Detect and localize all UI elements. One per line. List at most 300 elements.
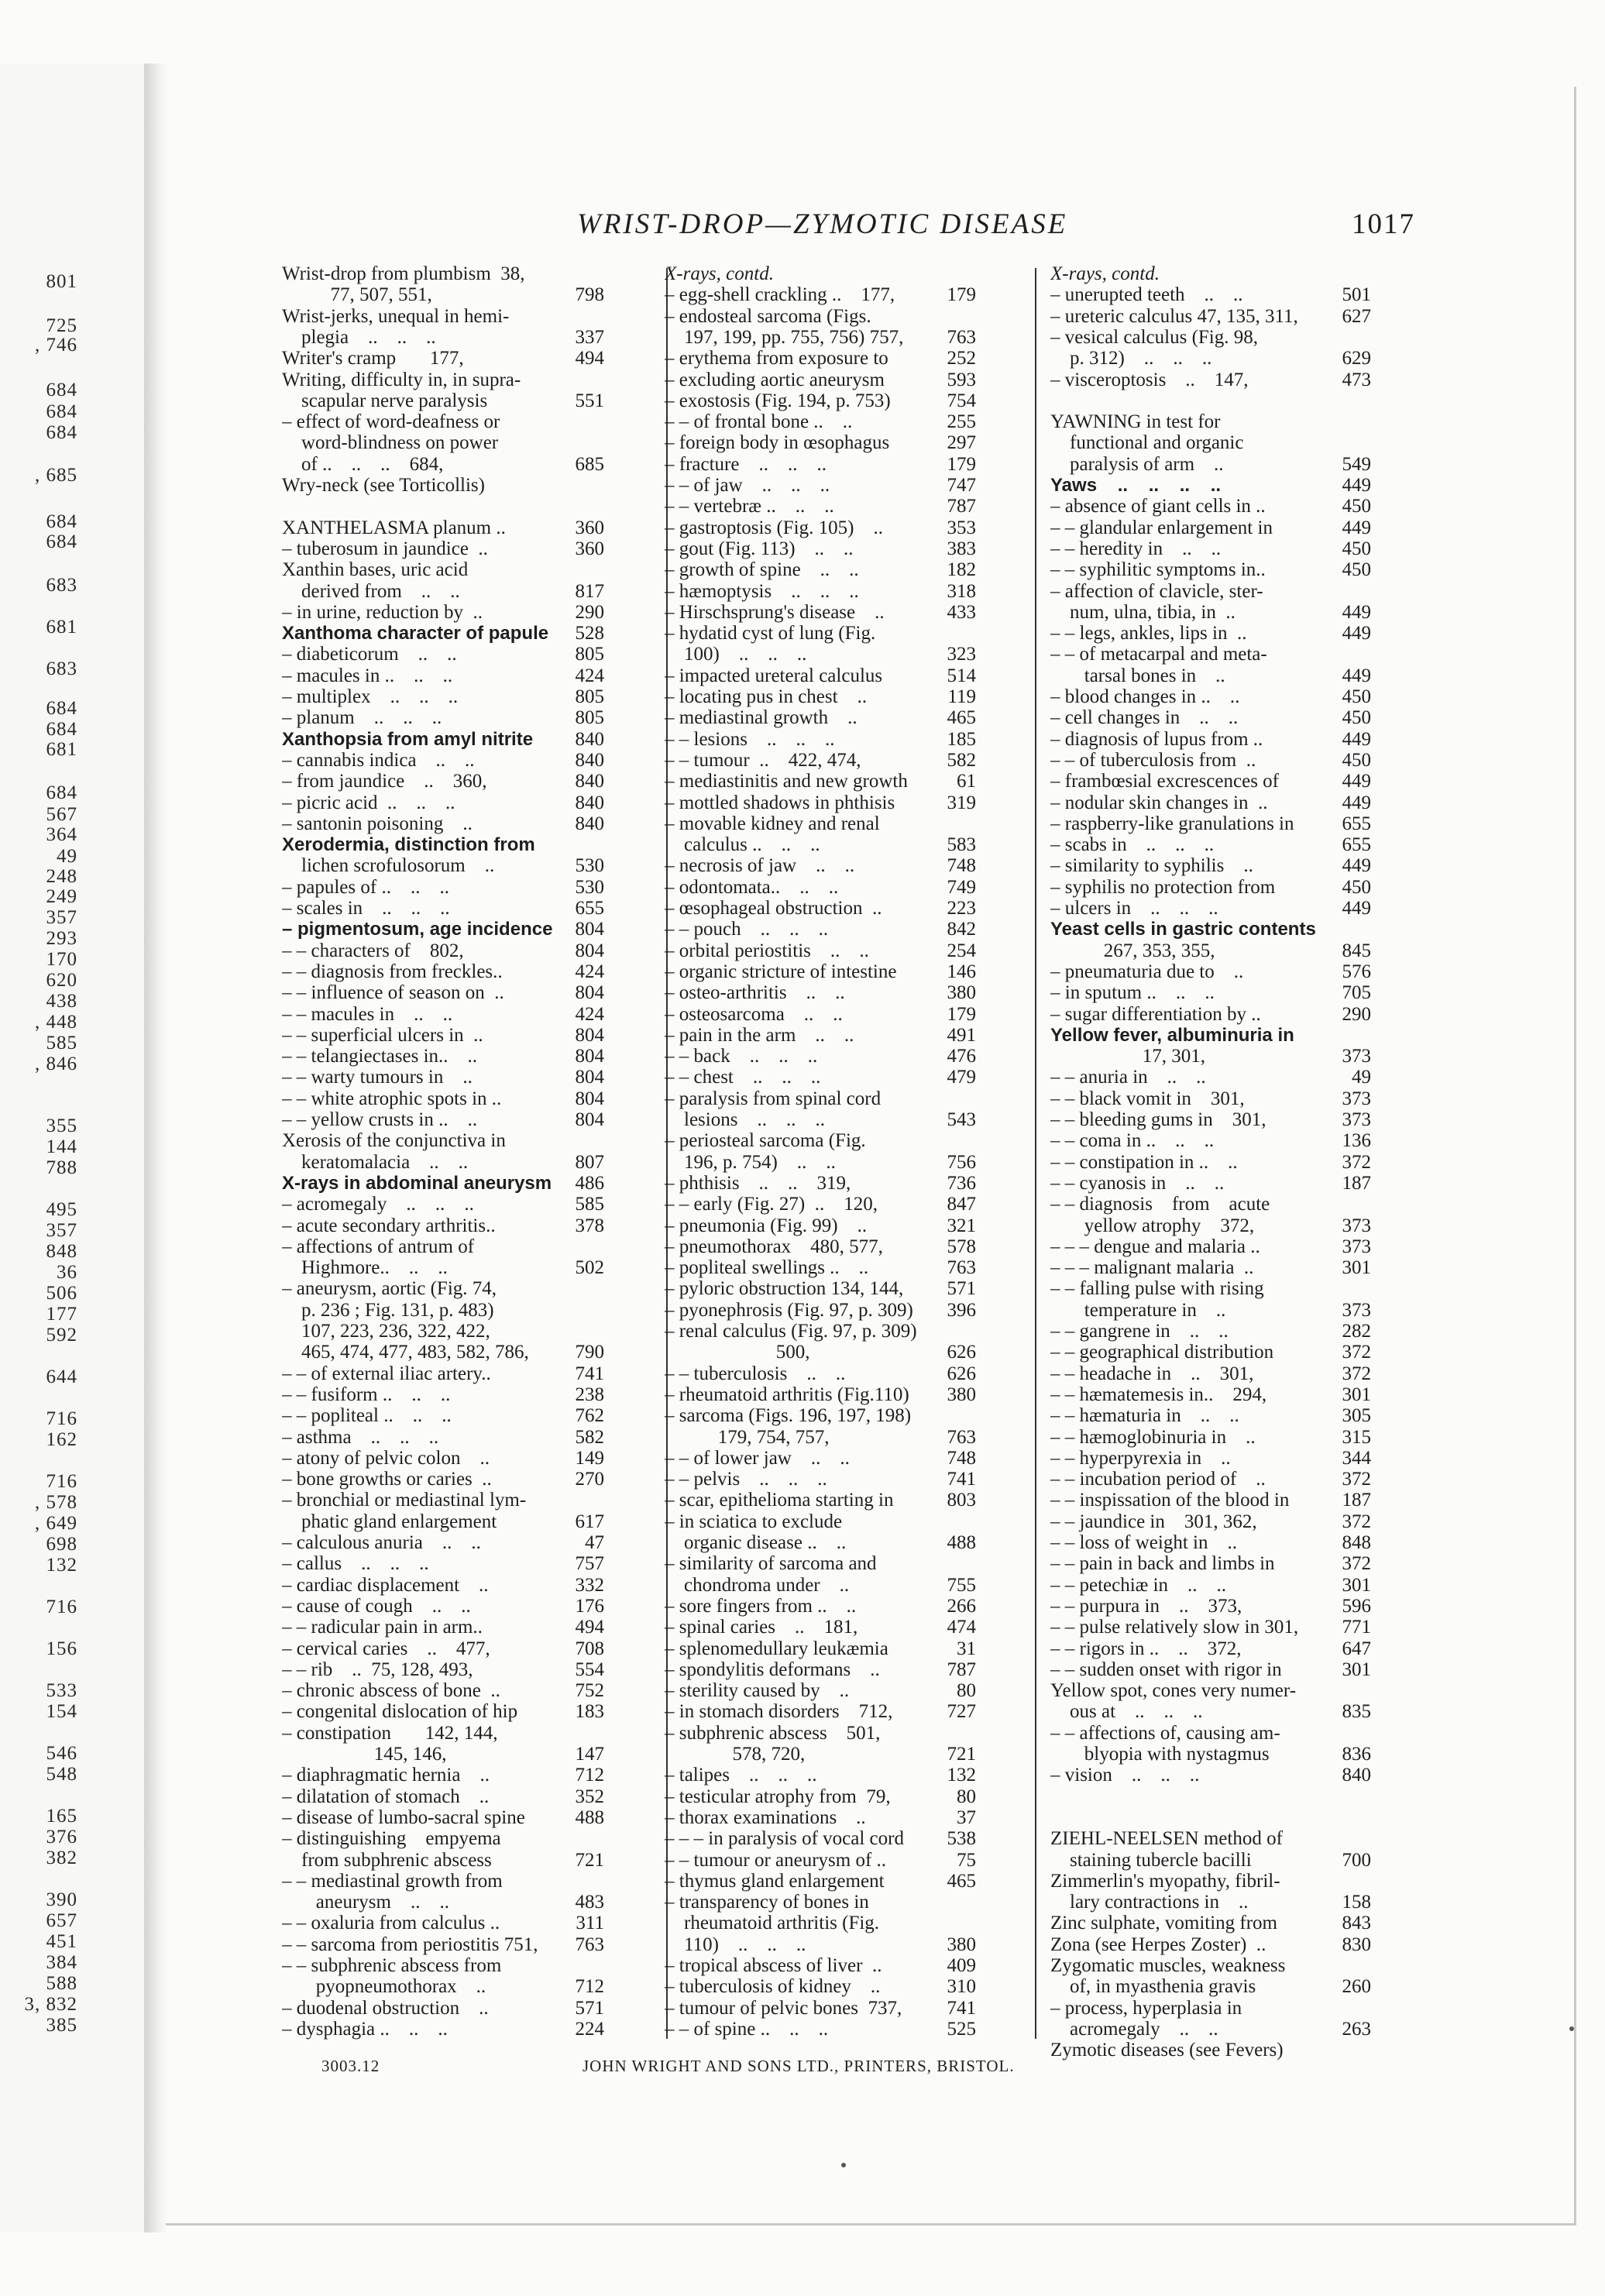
entry-text: – bone growths or caries ..	[282, 1469, 492, 1490]
entry-text: – testicular atrophy from 79,	[665, 1786, 891, 1807]
index-entry	[1050, 559, 1371, 580]
entry-page-ref: 804	[572, 1046, 605, 1067]
index-entry	[1050, 1701, 1371, 1722]
index-entry	[282, 1659, 604, 1680]
entry-text: 110) .. .. ..	[665, 1933, 806, 1955]
entry-page-ref: 31	[954, 1638, 976, 1659]
entry-text: – – loss of weight in ..	[1050, 1532, 1237, 1553]
index-entry	[1050, 665, 1371, 686]
entry-text: from subphrenic abscess	[282, 1849, 492, 1871]
index-entry	[665, 1807, 976, 1828]
entry-text: – – purpura in .. 373,	[1050, 1595, 1242, 1617]
index-entry	[282, 559, 604, 580]
index-entry	[665, 1511, 976, 1532]
entry-text: – cell changes in .. ..	[1050, 707, 1239, 729]
entry-page-ref: 465	[944, 707, 977, 728]
stub-number: 546	[46, 1743, 77, 1764]
entry-text: – – constipation in .. ..	[1050, 1151, 1238, 1173]
index-entry	[282, 665, 604, 686]
index-entry	[1050, 1575, 1371, 1596]
entry-text: – – gangrene in .. ..	[1050, 1321, 1229, 1342]
entry-text: Xerosis of the conjunctiva in	[282, 1130, 506, 1152]
index-entry	[665, 327, 976, 348]
index-entry	[1050, 1913, 1371, 1933]
index-entry	[282, 1553, 604, 1574]
entry-page-ref: 372	[1339, 1469, 1372, 1490]
index-entry	[1050, 792, 1371, 813]
index-entry	[282, 1786, 604, 1807]
index-entry	[282, 1701, 604, 1722]
entry-text: – constipation 142, 144,	[282, 1722, 498, 1744]
index-entry	[1050, 263, 1371, 284]
stub-number: 248	[46, 866, 77, 887]
entry-page-ref: 705	[1339, 982, 1372, 1003]
entry-page-ref: 840	[572, 771, 605, 792]
entry-page-ref: 488	[944, 1532, 977, 1553]
entry-page-ref: 352	[572, 1786, 605, 1807]
stub-number: 384	[46, 1952, 77, 1973]
entry-text: – osteo-arthritis .. ..	[665, 982, 845, 1004]
index-entry	[665, 390, 976, 411]
index-entry	[665, 1680, 976, 1701]
index-entry	[1050, 898, 1371, 919]
stub-number: 684	[46, 698, 77, 719]
entry-text: – – macules in .. ..	[282, 1003, 453, 1025]
entry-text: Zymotic diseases (see Fevers)	[1050, 2040, 1284, 2061]
entry-text: – – sudden onset with rigor in	[1050, 1658, 1282, 1680]
entry-page-ref: 372	[1339, 1553, 1372, 1574]
speck-mark	[841, 2163, 846, 2167]
index-entry	[1050, 982, 1371, 1003]
entry-text: – – hæmatemesis in.. 294,	[1050, 1383, 1267, 1405]
entry-page-ref: 301	[1339, 1575, 1372, 1596]
index-entry	[282, 1194, 604, 1215]
entry-page-ref: 571	[944, 1278, 977, 1299]
index-entry	[1050, 1786, 1371, 1807]
entry-page-ref: 830	[1339, 1934, 1372, 1955]
entry-text: – pain in the arm .. ..	[665, 1024, 854, 1046]
index-entry	[282, 1765, 604, 1786]
index-entry	[1050, 1384, 1371, 1405]
index-entry	[282, 834, 604, 855]
index-entry	[665, 602, 976, 623]
index-entry	[1050, 2019, 1371, 2040]
index-entry	[665, 1765, 976, 1786]
index-entry	[1050, 390, 1371, 411]
index-entry	[665, 2019, 976, 2040]
index-entry	[1050, 1152, 1371, 1173]
entry-page-ref: 576	[1339, 961, 1372, 982]
entry-page-ref: 372	[1339, 1363, 1372, 1384]
index-entry	[282, 1173, 604, 1194]
entry-text: – œsophageal obstruction ..	[665, 898, 882, 919]
entry-text: – – falling pulse with rising	[1050, 1278, 1264, 1300]
entry-text: – raspberry-like granulations in	[1050, 813, 1294, 834]
entry-page-ref: 61	[954, 771, 976, 792]
index-entry	[1050, 1448, 1371, 1469]
stub-number: 36	[57, 1262, 77, 1283]
index-entry	[282, 1490, 604, 1511]
index-entry	[282, 1025, 604, 1046]
entry-page-ref: 474	[944, 1617, 977, 1638]
index-entry	[665, 961, 976, 982]
entry-text: derived from .. ..	[282, 580, 460, 602]
entry-text: – vision .. .. ..	[1050, 1765, 1200, 1786]
index-entry	[282, 1892, 604, 1913]
entry-text: – – jaundice in 301, 362,	[1050, 1511, 1257, 1532]
entry-page-ref: 700	[1339, 1850, 1372, 1871]
entry-page-ref: 373	[1339, 1215, 1372, 1236]
entry-page-ref: 290	[1339, 1004, 1372, 1025]
entry-page-ref: 450	[1339, 877, 1372, 898]
entry-page-ref: 450	[1339, 496, 1372, 517]
entry-text: – in sputum .. .. ..	[1050, 982, 1215, 1004]
index-entry	[665, 1871, 976, 1892]
entry-text: Wrist-jerks, unequal in hemi-	[282, 305, 510, 327]
entry-text: – – diagnosis from acute	[1050, 1194, 1270, 1215]
index-entry	[1050, 1998, 1371, 2019]
entry-text: num, ulna, tibia, in ..	[1050, 601, 1236, 623]
entry-page-ref: 804	[572, 940, 605, 961]
entry-page-ref: 37	[954, 1807, 976, 1828]
index-entry	[1050, 1532, 1371, 1553]
entry-page-ref: 479	[944, 1067, 977, 1088]
index-entry	[282, 1934, 604, 1955]
entry-text: – – of jaw .. .. ..	[665, 475, 830, 496]
entry-text: phatic gland enlargement	[282, 1511, 497, 1532]
index-entry	[1050, 1955, 1371, 1976]
entry-text: – scar, epithelioma starting in	[665, 1490, 894, 1511]
index-entry	[665, 1553, 976, 1574]
entry-text: Zygomatic muscles, weakness	[1050, 1955, 1286, 1976]
stub-number: 716	[46, 1471, 77, 1492]
entry-page-ref: 75	[954, 1850, 976, 1871]
entry-text: – similarity to syphilis ..	[1050, 855, 1253, 877]
stub-number: , 685	[35, 465, 77, 486]
entry-text: – periosteal sarcoma (Fig.	[665, 1130, 866, 1152]
index-entry	[282, 475, 604, 496]
stub-number: 144	[46, 1136, 77, 1157]
entry-page-ref: 149	[572, 1448, 605, 1469]
index-entry	[282, 919, 604, 940]
entry-text: ous at .. .. ..	[1050, 1701, 1203, 1723]
entry-page-ref: 525	[944, 2019, 977, 2040]
entry-text: – transparency of bones in	[665, 1892, 869, 1913]
entry-page-ref: 708	[572, 1638, 605, 1659]
index-entry	[1050, 961, 1371, 982]
entry-text: – movable kidney and renal	[665, 813, 880, 834]
entry-page-ref: 383	[944, 538, 977, 559]
stub-number: 567	[46, 804, 77, 825]
entry-text: 100) .. .. ..	[665, 644, 807, 665]
index-entry	[665, 1363, 976, 1384]
index-entry	[665, 411, 976, 432]
entry-text: Wrist-drop from plumbism 38,	[282, 263, 525, 284]
book-gutter	[144, 64, 167, 2232]
entry-page-ref: 187	[1339, 1173, 1372, 1194]
entry-text: – cause of cough .. ..	[282, 1595, 471, 1617]
entry-text: – talipes .. .. ..	[665, 1765, 817, 1786]
entry-text: – – of tuberculosis from ..	[1050, 749, 1256, 771]
index-entry	[282, 327, 604, 348]
entry-page-ref: 712	[572, 1765, 605, 1786]
entry-text: – tumour of pelvic bones 737,	[665, 1997, 902, 2019]
index-entry	[1050, 1596, 1371, 1617]
entry-page-ref: 741	[944, 1469, 977, 1490]
entry-page-ref: 450	[1339, 707, 1372, 728]
entry-text: – – pouch .. .. ..	[665, 919, 829, 940]
entry-text: – – – dengue and malaria ..	[1050, 1236, 1260, 1257]
entry-text: – – pain in back and limbs in	[1050, 1553, 1275, 1575]
entry-page-ref: 712	[572, 1976, 605, 1997]
index-entry	[665, 1130, 976, 1151]
index-entry	[665, 1469, 976, 1490]
entry-text: – cervical caries .. 477,	[282, 1638, 490, 1659]
index-entry	[282, 771, 604, 792]
entry-page-ref: 752	[572, 1680, 605, 1701]
index-entry	[1050, 1194, 1371, 1215]
entry-text: – pyloric obstruction 134, 144,	[665, 1278, 904, 1300]
entry-text: – – back .. .. ..	[665, 1046, 818, 1067]
index-entry	[282, 284, 604, 305]
entry-page-ref: 721	[572, 1850, 605, 1871]
stub-number: 684	[46, 380, 77, 400]
entry-text: Xanthoma character of papule	[282, 623, 549, 644]
entry-page-ref: 254	[944, 940, 977, 961]
index-entry	[1050, 1215, 1371, 1236]
index-entry	[665, 1236, 976, 1257]
stub-number: 364	[46, 824, 77, 845]
index-entry	[282, 1680, 604, 1701]
entry-text: – pneumothorax 480, 577,	[665, 1236, 883, 1257]
entry-page-ref: 147	[572, 1744, 605, 1765]
entry-text: Xerodermia, distinction from	[282, 834, 535, 856]
index-entry	[665, 792, 976, 813]
entry-page-ref: 491	[944, 1025, 977, 1046]
entry-text: – – influence of season on ..	[282, 982, 504, 1004]
entry-page-ref: 803	[944, 1490, 977, 1511]
index-entry	[1050, 517, 1371, 538]
index-entry	[665, 1342, 976, 1363]
stub-number: 451	[46, 1931, 77, 1952]
entry-page-ref: 817	[572, 581, 605, 602]
entry-text: – – hyperpyrexia in ..	[1050, 1447, 1231, 1469]
entry-text: 179, 754, 757,	[665, 1426, 830, 1448]
index-entry	[1050, 1405, 1371, 1426]
entry-page-ref: 146	[944, 961, 977, 982]
index-entry	[665, 834, 976, 855]
index-entry	[282, 1321, 604, 1342]
entry-text: 197, 199, pp. 755, 756) 757,	[665, 326, 904, 348]
index-entry	[282, 1384, 604, 1405]
index-entry	[282, 940, 604, 961]
stub-number: 162	[46, 1429, 77, 1450]
entry-text: – pyonephrosis (Fig. 97, p. 309)	[665, 1299, 913, 1321]
entry-text: aneurysm .. ..	[282, 1892, 449, 1913]
entry-text: – – headache in .. 301,	[1050, 1363, 1254, 1384]
stub-number: 683	[46, 658, 77, 679]
entry-page-ref: 224	[572, 2019, 605, 2040]
entry-page-ref: 502	[572, 1257, 605, 1278]
entry-text: – – radicular pain in arm..	[282, 1617, 483, 1638]
entry-page-ref: 554	[572, 1659, 605, 1680]
entry-text: tarsal bones in ..	[1050, 665, 1225, 686]
stub-number: 698	[46, 1534, 77, 1555]
entry-text: – syphilis no protection from	[1050, 876, 1276, 898]
stub-number: 533	[46, 1680, 77, 1701]
entry-page-ref: 655	[572, 898, 605, 919]
entry-text: – atony of pelvic colon ..	[282, 1447, 490, 1469]
entry-text: – – anuria in .. ..	[1050, 1067, 1206, 1088]
entry-page-ref: 119	[944, 686, 976, 707]
previous-page-stub-numbers	[0, 0, 77, 2296]
entry-text: – – of external iliac artery..	[282, 1363, 491, 1384]
index-entry	[282, 1152, 604, 1173]
entry-text: – – black vomit in 301,	[1050, 1088, 1245, 1109]
index-entry	[282, 1405, 604, 1426]
entry-text: – – – malignant malaria ..	[1050, 1257, 1254, 1279]
entry-text: – – of frontal bone .. ..	[665, 411, 853, 433]
index-entry	[665, 771, 976, 792]
index-entry	[665, 1490, 976, 1511]
entry-text: – foreign body in œsophagus	[665, 432, 890, 454]
index-entry	[1050, 1765, 1371, 1786]
entry-page-ref: 727	[944, 1701, 977, 1722]
entry-page-ref: 747	[944, 475, 977, 496]
entry-text: functional and organic	[1050, 432, 1244, 454]
index-entry	[665, 1638, 976, 1659]
entry-page-ref: 804	[572, 919, 605, 940]
index-entry	[1050, 2040, 1371, 2061]
stub-number: 506	[46, 1283, 77, 1304]
stub-number: 684	[46, 422, 77, 443]
entry-text: 500,	[665, 1342, 810, 1363]
stub-number: , 578	[35, 1492, 77, 1513]
index-entry	[1050, 1934, 1371, 1955]
entry-text: – duodenal obstruction ..	[282, 1997, 489, 2019]
index-entry	[665, 1405, 976, 1426]
index-entry	[665, 813, 976, 834]
index-entry	[282, 1215, 604, 1236]
entry-text: Yellow spot, cones very numer-	[1050, 1680, 1297, 1702]
index-entry	[282, 898, 604, 919]
entry-page-ref: 80	[954, 1786, 976, 1807]
entry-text: – gout (Fig. 113) .. ..	[665, 538, 854, 559]
entry-text: – – legs, ankles, lips in ..	[1050, 623, 1247, 644]
index-entry	[1050, 411, 1371, 432]
entry-text: – tropical abscess of liver ..	[665, 1955, 882, 1976]
entry-text: – – white atrophic spots in ..	[282, 1088, 502, 1109]
entry-page-ref: 47	[582, 1532, 604, 1553]
entry-page-ref: 736	[944, 1173, 977, 1194]
entry-text: – – tumour .. 422, 474,	[665, 749, 861, 771]
entry-page-ref: 804	[572, 1109, 605, 1130]
entry-page-ref: 372	[1339, 1152, 1372, 1173]
index-entry	[1050, 1130, 1371, 1151]
entry-page-ref: 848	[1339, 1532, 1372, 1553]
entry-text: Xanthin bases, uric acid	[282, 559, 469, 581]
entry-text: Writing, difficulty in, in supra-	[282, 369, 521, 390]
stub-number: 684	[46, 511, 77, 532]
index-entry	[665, 855, 976, 876]
entry-text: – locating pus in chest ..	[665, 686, 868, 707]
index-entry	[1050, 1469, 1371, 1490]
index-entry	[282, 1850, 604, 1871]
entry-page-ref: 787	[944, 496, 977, 517]
stub-number: , 649	[35, 1513, 77, 1534]
entry-text: – frambœsial excrescences of	[1050, 771, 1279, 792]
index-entry	[1050, 623, 1371, 644]
entry-page-ref: 749	[944, 877, 977, 898]
page-number: 1017	[1352, 208, 1415, 240]
entry-text: of, in myasthenia gravis	[1050, 1976, 1256, 1998]
index-entry	[282, 644, 604, 665]
entry-text: – in stomach disorders 712,	[665, 1701, 893, 1723]
index-entry	[1050, 1427, 1371, 1448]
entry-text: p. 236 ; Fig. 131, p. 483)	[282, 1299, 494, 1321]
entry-page-ref: 762	[572, 1405, 605, 1426]
stub-number: 385	[46, 2015, 77, 2036]
entry-page-ref: 804	[572, 1025, 605, 1046]
entry-text: Wry-neck (see Torticollis)	[282, 475, 485, 496]
stub-number: 620	[46, 970, 77, 991]
entry-text: – multiplex .. .. ..	[282, 686, 459, 707]
index-entry	[1050, 1067, 1371, 1088]
index-entry	[1050, 1363, 1371, 1384]
entry-text: 465, 474, 477, 483, 582, 786,	[282, 1342, 529, 1363]
entry-text: – – inspissation of the blood in	[1050, 1490, 1290, 1511]
entry-page-ref: 449	[1339, 792, 1372, 813]
entry-text: – diagnosis of lupus from ..	[1050, 728, 1263, 750]
entry-text: – acromegaly .. .. ..	[282, 1194, 474, 1215]
entry-text: – sarcoma (Figs. 196, 197, 198)	[665, 1405, 912, 1427]
entry-text: – – sarcoma from periostitis 751,	[282, 1933, 538, 1955]
index-entry	[665, 644, 976, 665]
entry-text: – – affections of, causing am-	[1050, 1722, 1280, 1744]
entry-text: – planum .. .. ..	[282, 707, 442, 729]
index-entry	[282, 623, 604, 644]
stub-number: 357	[46, 1220, 77, 1241]
entry-text: – chronic abscess of bone ..	[282, 1680, 500, 1702]
entry-text: calculus .. .. ..	[665, 834, 820, 856]
entry-text: – – chest .. .. ..	[665, 1067, 821, 1088]
index-entry	[665, 982, 976, 1003]
stub-number: 788	[46, 1157, 77, 1178]
entry-text: – mediastinitis and new growth	[665, 771, 908, 792]
index-entry	[282, 1469, 604, 1490]
index-entry	[665, 1659, 976, 1680]
stub-number: 681	[46, 739, 77, 760]
entry-page-ref: 578	[944, 1236, 977, 1257]
index-entry	[665, 919, 976, 940]
entry-page-ref: 424	[572, 961, 605, 982]
stub-number: 132	[46, 1555, 77, 1576]
index-entry	[665, 1384, 976, 1405]
index-entry	[1050, 602, 1371, 623]
index-entry	[1050, 306, 1371, 327]
entry-text: – – warty tumours in ..	[282, 1067, 473, 1088]
index-entry	[665, 1025, 976, 1046]
index-entry	[282, 538, 604, 559]
entry-page-ref: 538	[944, 1828, 977, 1849]
index-entry	[1050, 432, 1371, 453]
index-entry	[665, 1976, 976, 1997]
entry-text: – – of metacarpal and meta-	[1050, 644, 1267, 665]
entry-page-ref: 449	[1339, 729, 1372, 750]
index-entry	[282, 982, 604, 1003]
entry-text: – – hæmoglobinuria in ..	[1050, 1426, 1256, 1448]
entry-page-ref: 798	[572, 284, 605, 305]
